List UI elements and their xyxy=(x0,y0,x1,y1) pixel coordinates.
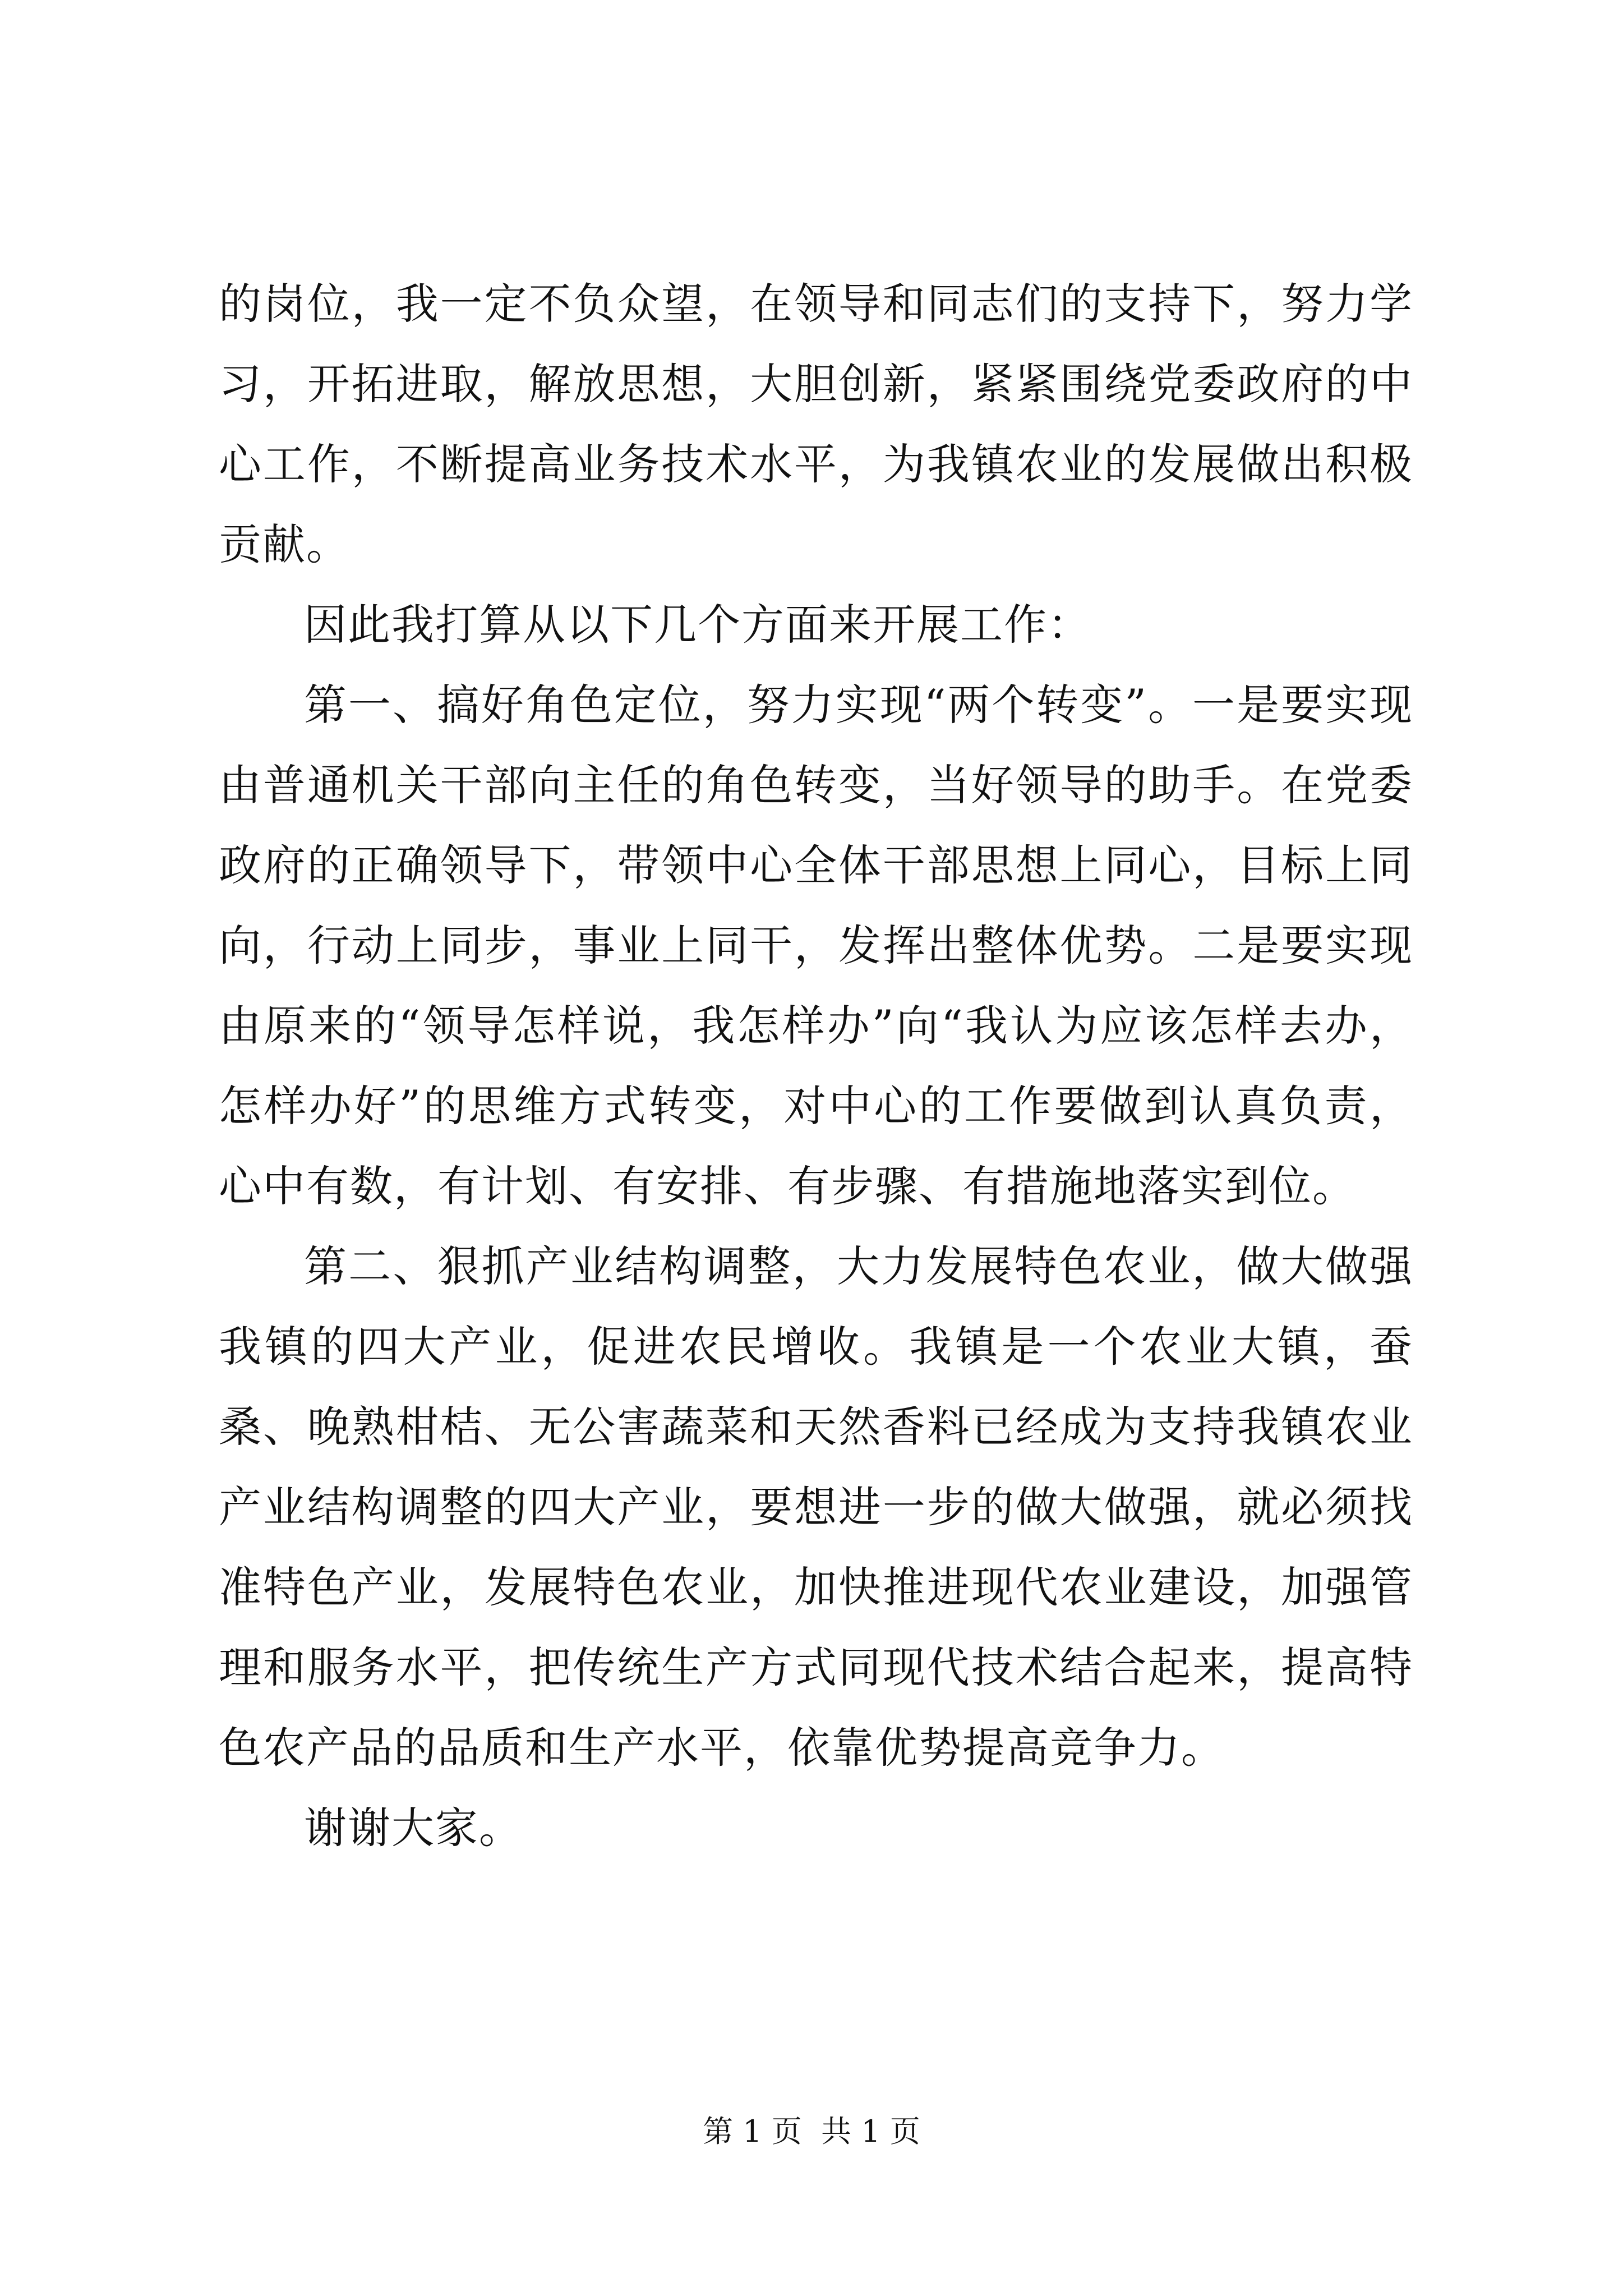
page-footer xyxy=(0,2112,1623,2151)
paragraph-first-point: 第一、搞好角色定位，努力实现“两个转变”。一是要实现由普通机关干部向主任的角色转变，当好领导的助手。在党委政府的正确领导下，带领中心全体干部思想上同心，目标上同向，行动上同步，事业上同干，发挥出整体优势。二是要实现由原来的“领导怎样说，我怎样办”向“我认为应该怎样去办，怎样办好”的思维方式转变，对中心的工作要做到认真负责，心中有数，有计划、有安排、有步骤、有措施地落实到位。 xyxy=(219,680,1413,1211)
paragraph-closing: 谢谢大家。 xyxy=(304,1803,523,1853)
paragraph-second-point: 第二、狠抓产业结构调整，大力发展特色农业，做大做强我镇的四大产业，促进农民增收。我镇是一个农业大镇，蚕桑、晚熟柑桔、无公害蔬菜和天然香料已经成为支持我镇农业产业结构调整的四大产业，要想进一步的做大做强，就必须找准特色产业，发展特色农业，加快推进现代农业建设，加强管理和服务水平，把传统生产方式同现代技术结合起来，提高特色农产品的品质和生产水平，依靠优势提高竞争力。 xyxy=(219,1241,1413,1773)
paragraph-plan-intro: 因此我打算从以下几个方面来开展工作： xyxy=(304,600,1091,650)
document-body xyxy=(219,264,1413,1868)
paragraph-continuation: 的岗位，我一定不负众望，在领导和同志们的支持下，努力学习，开拓进取，解放思想，大胆创新，紧紧围绕党委政府的中心工作，不断提高业务技术水平，为我镇农业的发展做出积极贡献。 xyxy=(219,279,1413,569)
page-number-label: 第 1 页 共 1 页 xyxy=(703,2114,920,2149)
